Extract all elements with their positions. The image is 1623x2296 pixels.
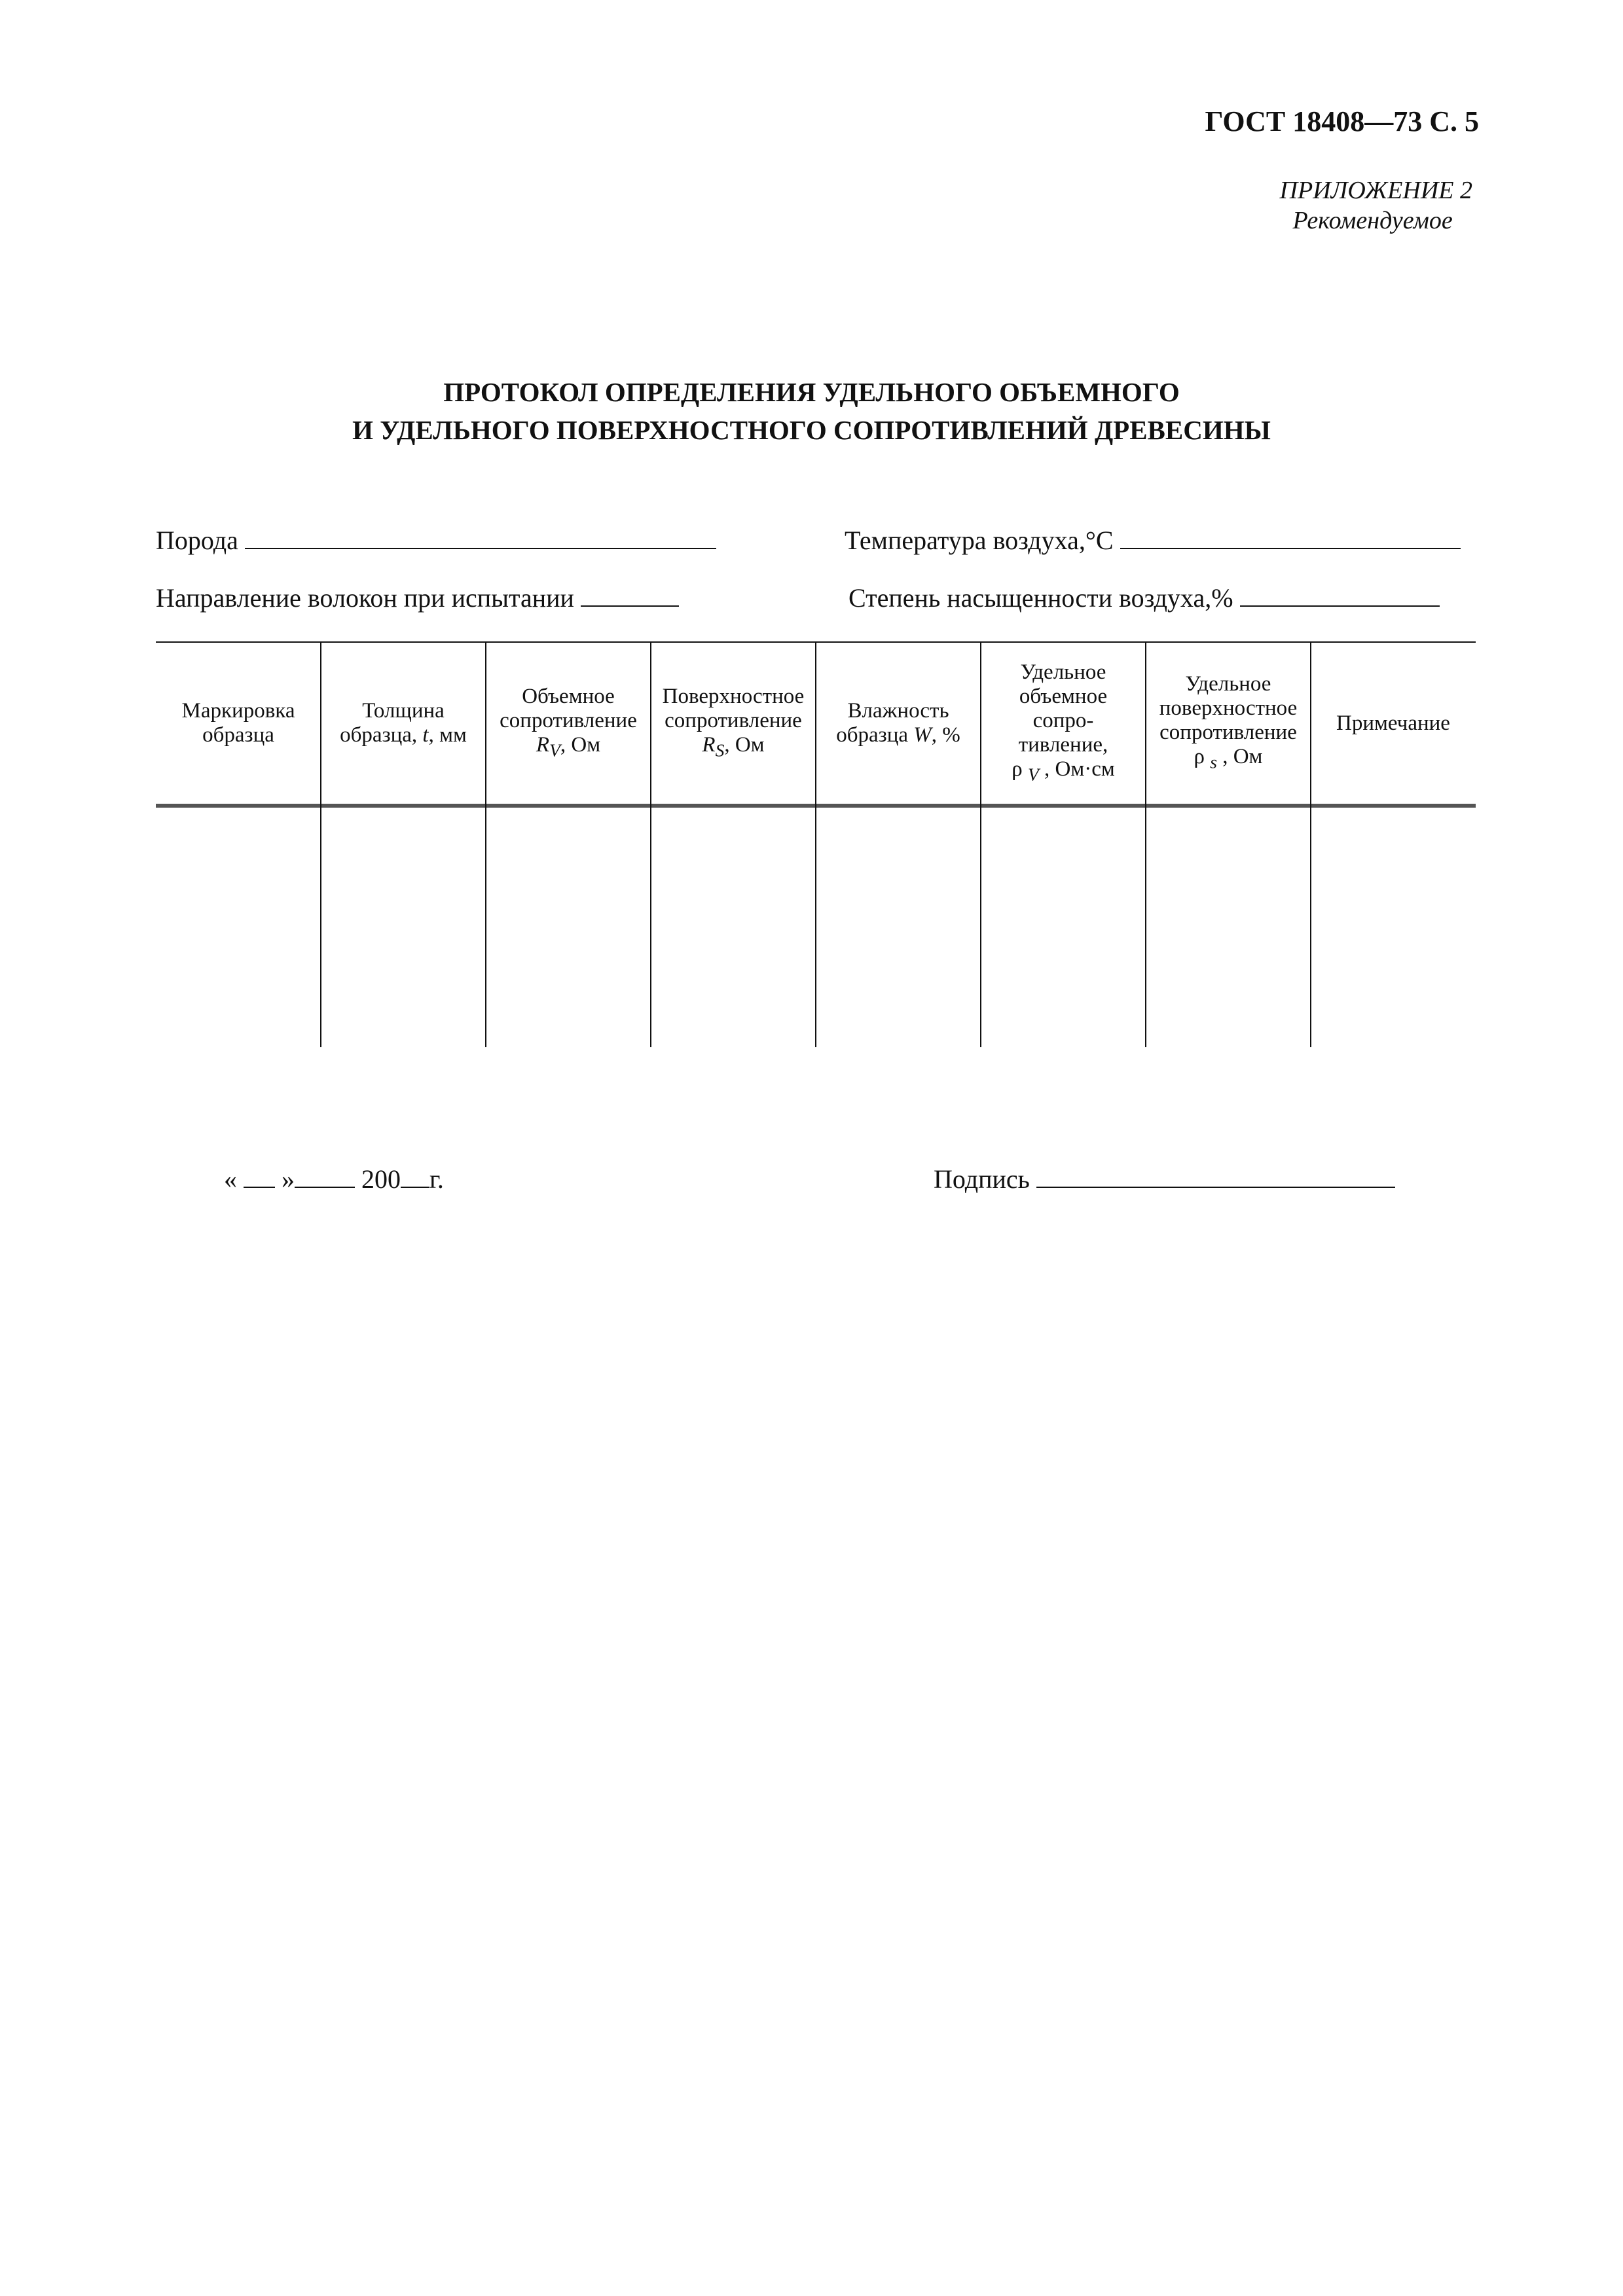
signature-line: [934, 1164, 1395, 1194]
species-blank[interactable]: [245, 526, 716, 549]
table-header-cell: [486, 643, 651, 804]
fiber-direction-label: Направление волокон при испытании: [156, 583, 574, 613]
species-label: Порода: [156, 526, 238, 555]
table-header-line: ρ $_s$ , Ом: [1194, 745, 1263, 772]
table-header-line: ρ $_V$ , Ом·см: [1012, 757, 1115, 785]
table-header-line: $R_V$, Ом: [536, 732, 601, 761]
table-header-text: [836, 699, 960, 747]
title-line-1: ПРОТОКОЛ ОПРЕДЕЛЕНИЯ УДЕЛЬНОГО ОБЪЕМНОГО: [443, 377, 1180, 407]
air-saturation-blank[interactable]: [1240, 583, 1440, 607]
air-saturation-label: Степень насыщенности воздуха,%: [848, 583, 1233, 613]
table-header-cell: [1146, 643, 1311, 804]
year-suffix: г.: [429, 1164, 444, 1194]
table-header-text: [182, 699, 295, 747]
table-header-line: поверхностное: [1159, 696, 1298, 721]
table-header-line: Поверхностное: [662, 684, 805, 708]
table-header-line: Объемное: [522, 684, 615, 708]
table-header-line: Влажность: [847, 699, 949, 723]
table-header-cell: [321, 643, 486, 804]
air-temp-field: [845, 525, 1461, 556]
table-header-line: тивление,: [1018, 732, 1108, 757]
table-header-line: сопротивление: [500, 708, 637, 732]
table-header-line: сопротивление: [1159, 721, 1297, 745]
appendix-label: [1280, 175, 1472, 236]
table-header-line: сопротивление: [665, 708, 802, 732]
table-header-line: образца W, %: [836, 723, 960, 747]
signature-blank[interactable]: [1036, 1164, 1395, 1188]
table-header-text: [340, 699, 467, 747]
table-header-text: [1012, 660, 1115, 787]
air-saturation-field: [848, 583, 1440, 613]
table-header-cell: [1311, 643, 1476, 804]
appendix-number: ПРИЛОЖЕНИЕ 2: [1279, 177, 1472, 204]
table-header-line: образца, t, мм: [340, 723, 467, 747]
air-temp-blank[interactable]: [1120, 526, 1461, 549]
year-blank[interactable]: [401, 1164, 429, 1188]
table-header-line: сопро-: [1032, 708, 1094, 732]
fiber-direction-field: [156, 583, 679, 613]
table-header-line: Маркировка: [181, 699, 295, 723]
table-header-line: Удельное: [1020, 660, 1106, 684]
document-title: [0, 373, 1623, 449]
month-blank[interactable]: [295, 1164, 355, 1188]
table-header-line: $R_S$, Ом: [702, 732, 765, 761]
table-header-line: Толщина: [362, 699, 445, 723]
table-header-cell: [156, 643, 321, 804]
table-header-cell: [651, 643, 816, 804]
page-header: ГОСТ 18408—73 С. 5: [1205, 105, 1479, 137]
table-header-line: Примечание: [1336, 711, 1450, 735]
table-header-text: [1336, 711, 1450, 736]
table-header-line: Удельное: [1185, 672, 1271, 696]
species-field: [156, 525, 716, 556]
table-header-text: [500, 685, 637, 762]
table-header-text: [1159, 672, 1297, 774]
year-prefix: 200: [361, 1164, 401, 1194]
date-open-quote: «: [224, 1164, 237, 1194]
date-close-quote: »: [282, 1164, 295, 1194]
fiber-direction-blank[interactable]: [581, 583, 679, 607]
table-header-cell: [981, 643, 1146, 804]
table-header-line: образца: [202, 723, 274, 747]
date-line: [224, 1164, 444, 1194]
table-header-cell: [816, 643, 981, 804]
table-header-text: [663, 685, 805, 762]
appendix-status: Рекомендуемое: [1292, 207, 1453, 234]
title-line-2: И УДЕЛЬНОГО ПОВЕРХНОСТНОГО СОПРОТИВЛЕНИЙ ДРЕВЕСИНЫ: [352, 415, 1271, 445]
signature-label: Подпись: [934, 1164, 1030, 1194]
results-table: [156, 641, 1476, 1047]
table-header-line: объемное: [1019, 684, 1108, 708]
air-temp-label: Температура воздуха,°С: [845, 526, 1114, 555]
day-blank[interactable]: [244, 1164, 275, 1188]
